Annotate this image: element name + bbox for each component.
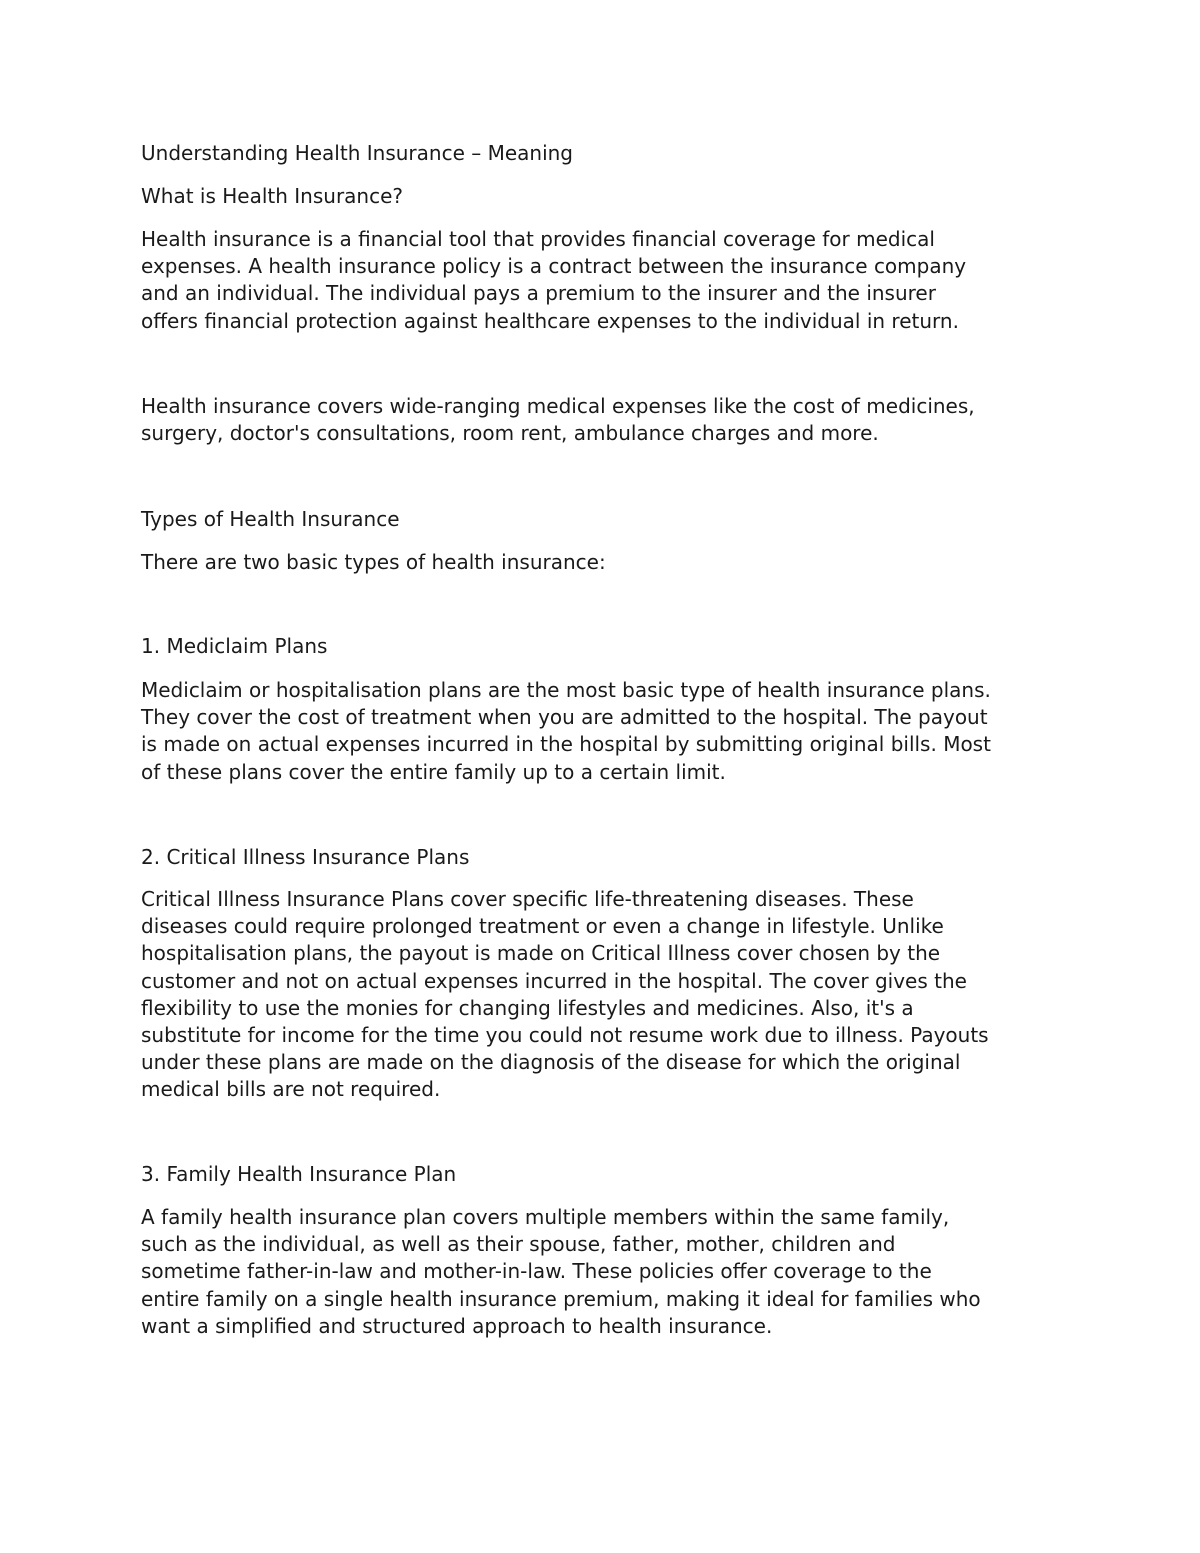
- text-line: Critical Illness Insurance Plans cover specific life-threatening diseases. These: [141, 887, 914, 911]
- text-line: substitute for income for the time you could not resume work due to illness. Payouts: [141, 1023, 989, 1048]
- text-line: hospitalisation plans, the payout is made on Critical Illness cover chosen by the: [141, 941, 941, 966]
- text-line: offers financial protection against healthcare expenses to the individual in return.: [141, 308, 959, 333]
- text-line: customer and not on actual expenses incurred in the hospital. The cover gives the: [141, 968, 967, 993]
- text-line: sometime father-in-law and mother-in-law. These policies offer coverage to the: [141, 1259, 932, 1284]
- text-line: under these plans are made on the diagnosis of the disease for which the original: [141, 1050, 961, 1075]
- text-line: A family health insurance plan covers multiple members within the same family,: [141, 1205, 950, 1229]
- text-line: expenses. A health insurance policy is a contract between the insurance company: [141, 254, 967, 279]
- text-line: and an individual. The individual pays a premium to the insurer and the insurer: [141, 281, 936, 306]
- types-intro: There are two basic types of health insurance:: [141, 550, 606, 574]
- text-line: medical bills are not required.: [141, 1077, 441, 1102]
- section-heading-critical-illness: 2. Critical Illness Insurance Plans: [141, 845, 470, 869]
- text-line: of these plans cover the entire family up to a certain limit.: [141, 759, 726, 784]
- section-heading-family: 3. Family Health Insurance Plan: [141, 1162, 457, 1186]
- section-heading-mediclaim: 1. Mediclaim Plans: [141, 634, 328, 658]
- text-line: Mediclaim or hospitalisation plans are the most basic type of health insurance plans.: [141, 678, 991, 702]
- text-line: diseases could require prolonged treatment or even a change in lifestyle. Unlike: [141, 914, 944, 939]
- section-body-mediclaim: [141, 677, 991, 786]
- intro-paragraph: [141, 226, 966, 335]
- text-line: flexibility to use the monies for changing lifestyles and medicines. Also, it's a: [141, 995, 914, 1020]
- text-line: want a simplified and structured approach to health insurance.: [141, 1313, 773, 1338]
- document-title: Understanding Health Insurance – Meaning: [141, 141, 574, 165]
- types-heading: Types of Health Insurance: [141, 507, 400, 531]
- text-line: Health insurance is a financial tool that provides financial coverage for medical: [141, 227, 935, 251]
- text-line: such as the individual, as well as their spouse, father, mother, children and: [141, 1232, 896, 1257]
- section-body-critical-illness: [141, 886, 989, 1104]
- text-line: entire family on a single health insurance premium, making it ideal for families who: [141, 1286, 981, 1311]
- what-heading: What is Health Insurance?: [141, 184, 404, 208]
- covers-paragraph: [141, 393, 975, 447]
- text-line: Health insurance covers wide-ranging medical expenses like the cost of medicines,: [141, 394, 975, 418]
- text-line: They cover the cost of treatment when you are admitted to the hospital. The payout: [141, 705, 988, 730]
- text-line: surgery, doctor's consultations, room rent, ambulance charges and more.: [141, 421, 879, 446]
- text-line: is made on actual expenses incurred in the hospital by submitting original bills. Most: [141, 732, 991, 757]
- section-body-family: [141, 1204, 981, 1340]
